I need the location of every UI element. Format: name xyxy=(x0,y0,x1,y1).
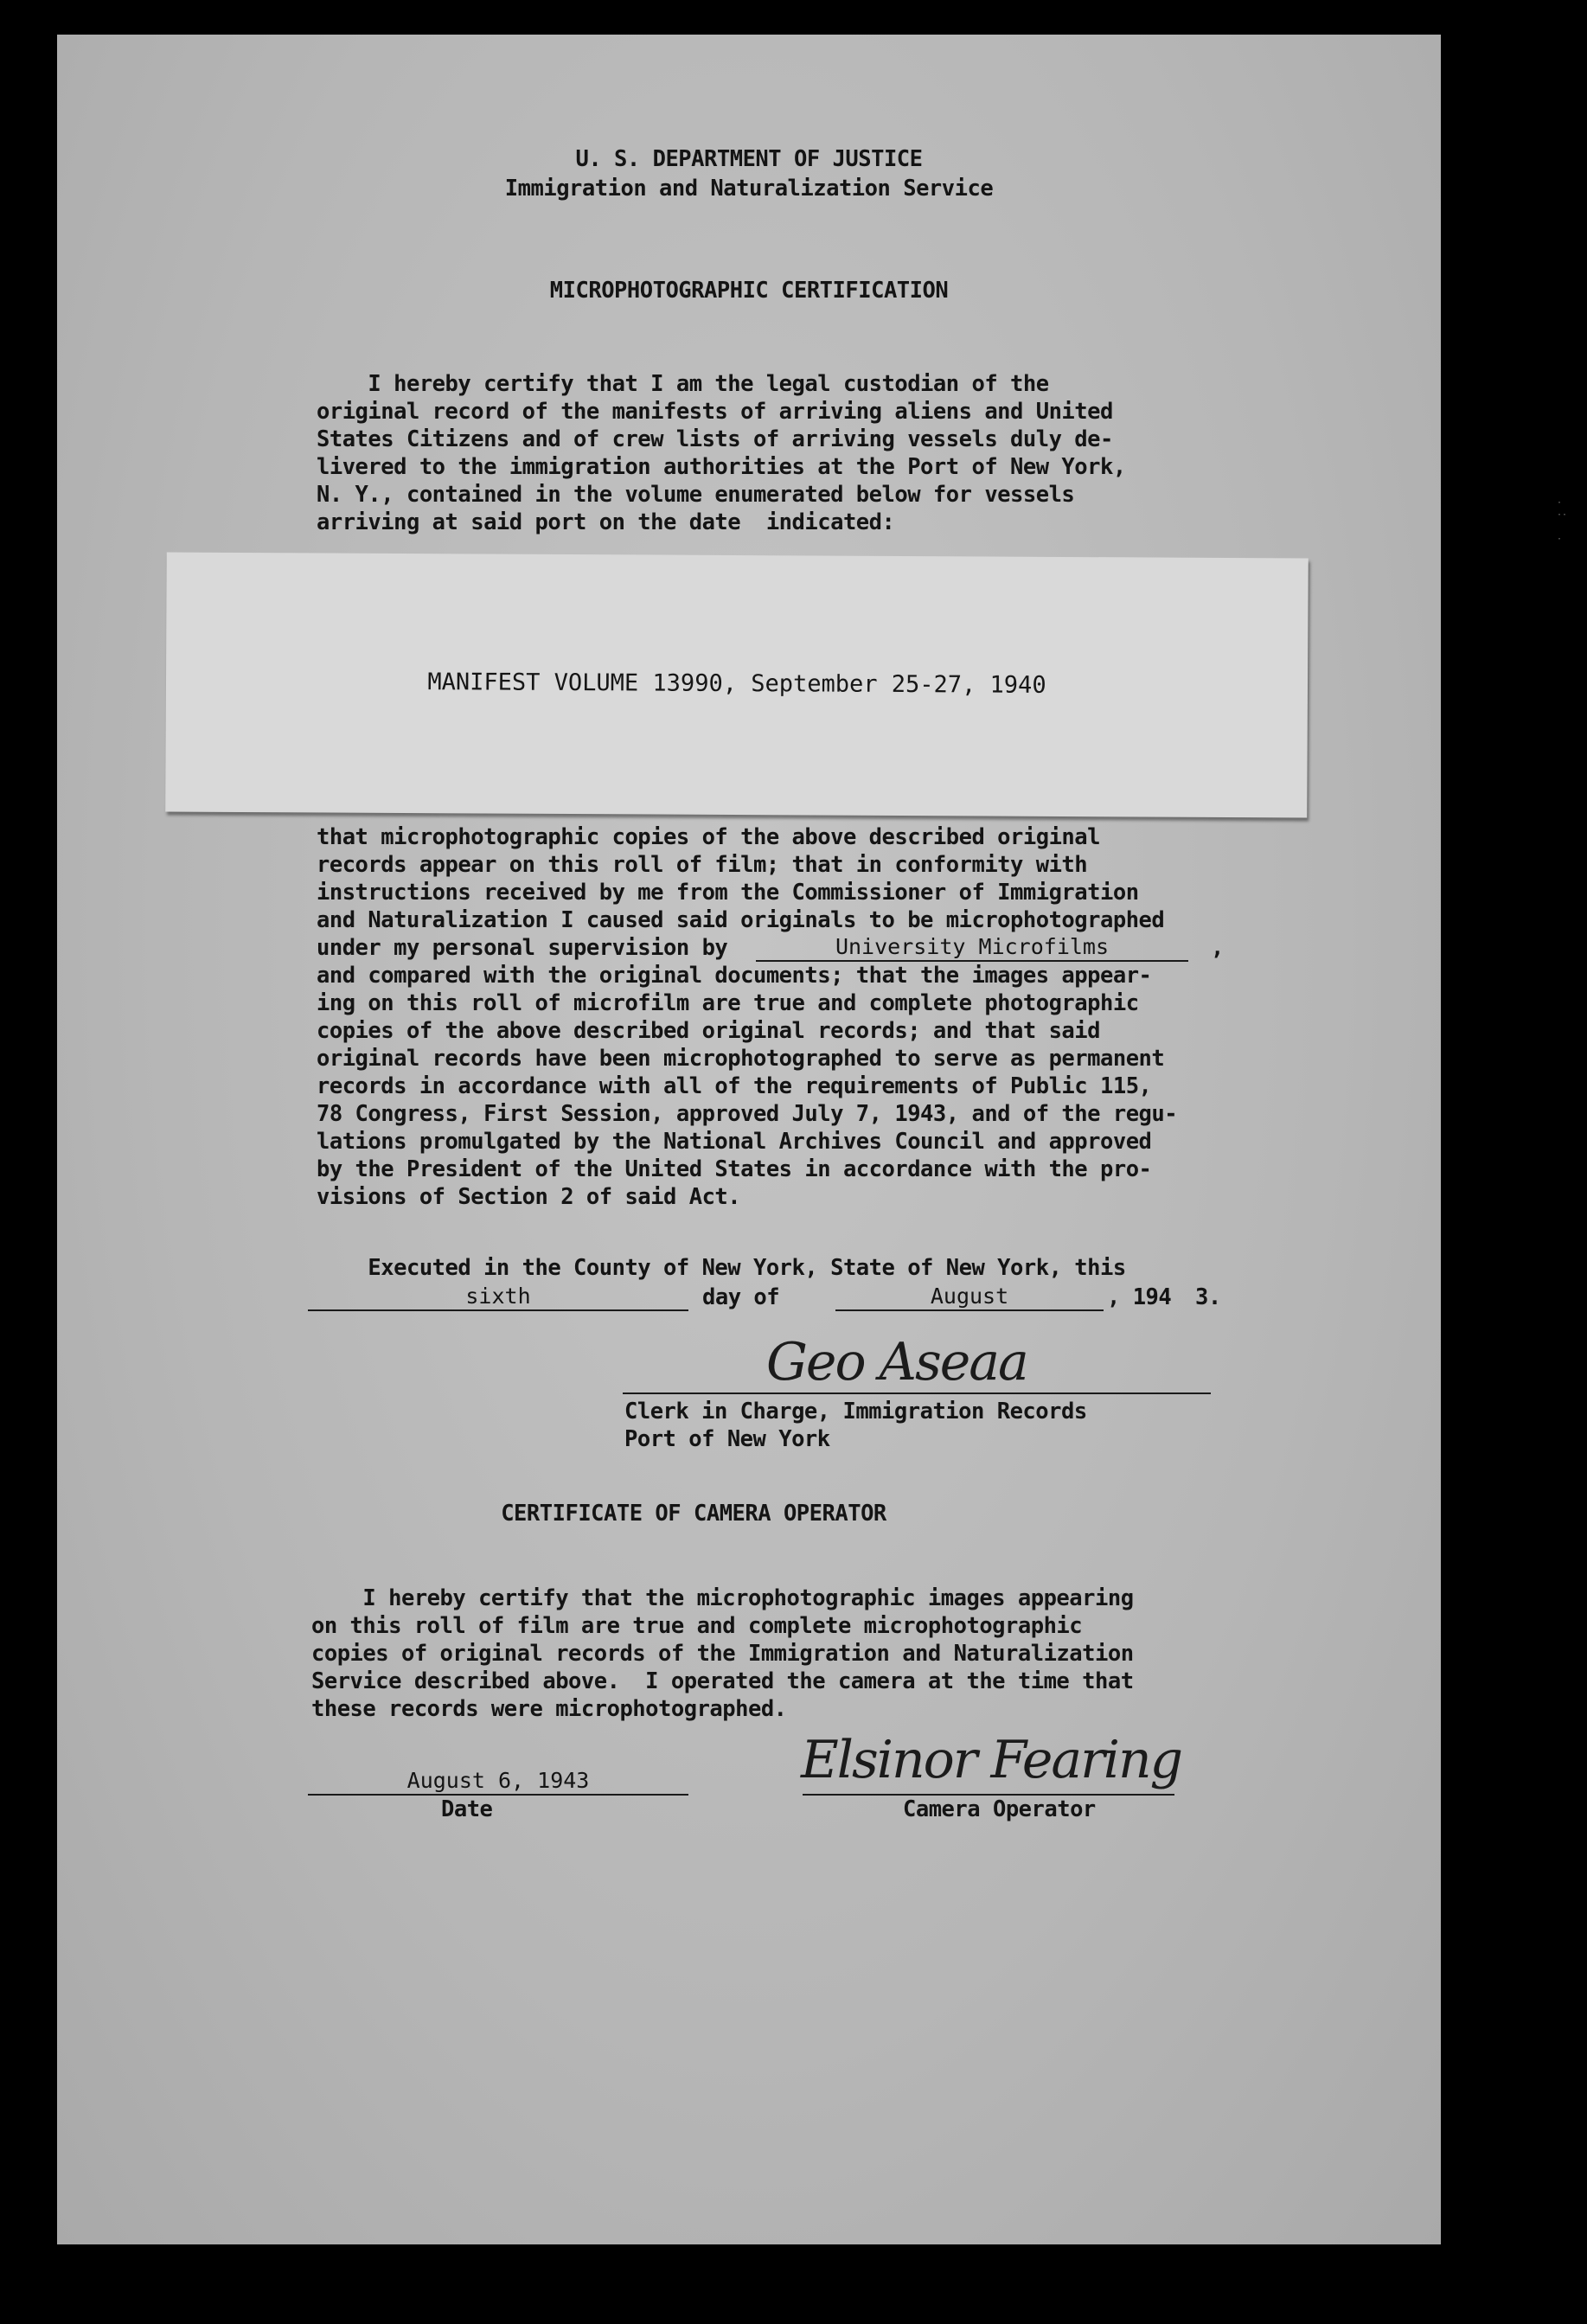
intro-line: I hereby certify that I am the legal custodian of the xyxy=(317,371,1049,397)
body-line: copies of the above described original records; and that said xyxy=(317,1018,1100,1044)
body-line: visions of Section 2 of said Act. xyxy=(317,1184,741,1210)
camera-line: these records were microphotographed. xyxy=(311,1696,787,1722)
certification-title: MICROPHOTOGRAPHIC CERTIFICATION xyxy=(549,278,949,304)
department-heading: U. S. DEPARTMENT OF JUSTICE xyxy=(575,146,923,172)
body-line: original records have been microphotographed to serve as permanent xyxy=(317,1046,1165,1072)
intro-line: livered to the immigration authorities at the Port of New York, xyxy=(317,454,1126,480)
intro-line: States Citizens and of crew lists of arriving vessels duly de- xyxy=(317,426,1113,452)
execution-year-prefix: , 194 xyxy=(1107,1284,1172,1310)
camera-line: on this roll of film are true and complete microphotographic xyxy=(311,1613,1083,1639)
manifest-volume-strip xyxy=(165,553,1309,818)
body-line: by the President of the United States in accordance with the pro- xyxy=(317,1156,1152,1182)
document-page xyxy=(57,35,1441,2244)
clerk-title: Clerk in Charge, Immigration Records xyxy=(624,1399,1087,1424)
day-of-label: day of xyxy=(702,1284,780,1310)
execution-year-suffix: 3. xyxy=(1195,1284,1221,1310)
intro-line: original record of the manifests of arriving aliens and United xyxy=(317,399,1113,425)
camera-date-field: August 6, 1943 xyxy=(308,1768,688,1796)
camera-operator-label: Camera Operator xyxy=(903,1796,1096,1822)
body-line: and compared with the original documents; that the images appear- xyxy=(317,963,1152,989)
camera-date-label: Date xyxy=(441,1796,493,1822)
body-line: instructions received by me from the Commissioner of Immigration xyxy=(317,880,1139,906)
body-line: records appear on this roll of film; that in conformity with xyxy=(317,852,1088,878)
camera-operator-title: CERTIFICATE OF CAMERA OPERATOR xyxy=(501,1501,886,1527)
body-line: ing on this roll of microfilm are true and complete photographic xyxy=(317,990,1139,1016)
camera-line: I hereby certify that the microphotographic images appearing xyxy=(311,1585,1134,1611)
camera-operator-signature: Elsinor Fearing xyxy=(801,1730,1182,1790)
clerk-signature: Geo Aseaa xyxy=(766,1332,1027,1392)
clerk-port: Port of New York xyxy=(624,1426,830,1452)
manifest-volume-text: MANIFEST VOLUME 13990, September 25-27, 1940 xyxy=(427,669,1046,699)
supervisor-field: University Microfilms xyxy=(756,934,1188,962)
executed-line: Executed in the County of New York, State of New York, this xyxy=(317,1255,1126,1281)
body-line: under my personal supervision by xyxy=(317,935,728,961)
execution-day-field: sixth xyxy=(308,1284,688,1311)
intro-line: arriving at said port on the date indicated: xyxy=(317,509,895,535)
body-line: records in accordance with all of the requirements of Public 115, xyxy=(317,1073,1152,1099)
intro-line: N. Y., contained in the volume enumerated below for vessels xyxy=(317,482,1075,508)
body-line: lations promulgated by the National Archives Council and approved xyxy=(317,1129,1152,1155)
body-line: and Naturalization I caused said originals to be microphotographed xyxy=(317,907,1165,933)
body-line: that microphotographic copies of the above described original xyxy=(317,824,1100,850)
clerk-signature-line xyxy=(623,1392,1211,1394)
supervisor-comma: , xyxy=(1211,935,1224,961)
camera-line: copies of original records of the Immigration and Naturalization xyxy=(311,1641,1134,1667)
execution-month-field: August xyxy=(835,1284,1104,1311)
camera-line: Service described above. I operated the camera at the time that xyxy=(311,1668,1134,1694)
body-line: 78 Congress, First Session, approved July 7, 1943, and of the regu- xyxy=(317,1101,1178,1127)
film-specks: · ·· · xyxy=(1557,498,1568,544)
service-heading: Immigration and Naturalization Service xyxy=(504,176,994,202)
